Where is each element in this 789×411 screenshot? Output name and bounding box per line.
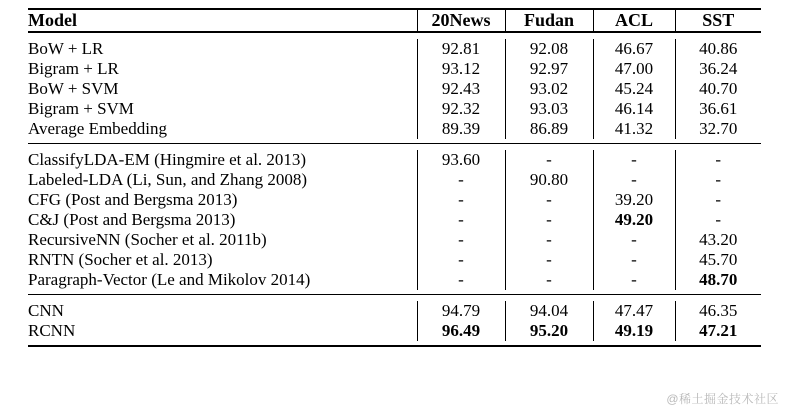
row-label: RNTN (Socher et al. 2013) [28,250,417,270]
table-row [28,210,761,230]
cell-fudan: - [505,150,593,170]
row-label: Labeled-LDA (Li, Sun, and Zhang 2008) [28,170,417,190]
cell-fudan: - [505,190,593,210]
cell-20news: 92.43 [417,79,505,99]
cell-fudan: 93.03 [505,99,593,119]
row-label: Average Embedding [28,119,417,139]
column-header-20news: 20News [417,9,505,31]
cell-acl: 46.67 [593,39,675,59]
row-label: C&J (Post and Bergsma 2013) [28,210,417,230]
cell-sst: - [715,210,722,229]
cell-sst: 48.70 [699,270,738,289]
row-label: ClassifyLDA-EM (Hingmire et al. 2013) [28,150,417,170]
table-row [28,39,761,59]
cell-acl: 49.20 [593,210,675,230]
table-row [28,301,761,321]
cell-sst: 36.24 [699,59,738,78]
cell-sst: 46.35 [699,301,738,320]
column-header-model: Model [28,9,417,31]
cell-acl: - [593,230,675,250]
column-header-fudan: Fudan [505,9,593,31]
cell-20news: - [417,190,505,210]
row-label: CNN [28,301,417,321]
cell-acl: 47.00 [593,59,675,79]
row-label: RCNN [28,321,417,341]
table-row [28,150,761,170]
cell-20news: - [417,230,505,250]
cell-fudan: - [505,230,593,250]
cell-20news: 94.79 [417,301,505,321]
table-row [28,119,761,139]
table-header-row [28,9,761,31]
cell-acl: 49.19 [593,321,675,341]
cell-20news: - [417,250,505,270]
cell-sst: - [715,150,722,169]
results-table [28,8,761,347]
table-row [28,79,761,99]
cell-sst: 47.21 [699,321,738,340]
cell-20news: 92.81 [417,39,505,59]
cell-fudan: 92.08 [505,39,593,59]
results-table-container [28,8,761,347]
row-label: Bigram + LR [28,59,417,79]
cell-20news: 96.49 [417,321,505,341]
cell-acl: 41.32 [593,119,675,139]
watermark: @稀土掘金技术社区 [666,392,779,406]
spacer [28,32,761,39]
cell-acl: 45.24 [593,79,675,99]
table-row [28,250,761,270]
cell-fudan: 95.20 [505,321,593,341]
table-row [28,190,761,210]
cell-sst: - [715,170,722,189]
table-row [28,170,761,190]
row-label: Bigram + SVM [28,99,417,119]
table-bottom-rule [28,345,761,346]
cell-sst: 43.20 [699,230,738,249]
cell-fudan: - [505,270,593,290]
cell-sst: - [715,190,722,209]
cell-fudan: 93.02 [505,79,593,99]
table-row [28,321,761,341]
cell-20news: - [417,270,505,290]
column-header-sst: SST [702,10,735,30]
cell-acl: - [593,150,675,170]
cell-20news: - [417,210,505,230]
cell-fudan: 86.89 [505,119,593,139]
cell-20news: 93.12 [417,59,505,79]
cell-acl: 39.20 [593,190,675,210]
row-label: Paragraph-Vector (Le and Mikolov 2014) [28,270,417,290]
cell-20news: - [417,170,505,190]
cell-sst: 32.70 [699,119,738,138]
cell-fudan: - [505,210,593,230]
cell-acl: 47.47 [593,301,675,321]
cell-acl: - [593,250,675,270]
cell-20news: 89.39 [417,119,505,139]
row-label: CFG (Post and Bergsma 2013) [28,190,417,210]
cell-acl: - [593,170,675,190]
table-row [28,59,761,79]
column-header-acl: ACL [593,9,675,31]
cell-sst: 40.70 [699,79,738,98]
cell-fudan: 90.80 [505,170,593,190]
cell-20news: 92.32 [417,99,505,119]
row-label: BoW + LR [28,39,417,59]
row-label: RecursiveNN (Socher et al. 2011b) [28,230,417,250]
cell-20news: 93.60 [417,150,505,170]
table-row [28,99,761,119]
row-label: BoW + SVM [28,79,417,99]
cell-fudan: 92.97 [505,59,593,79]
cell-sst: 36.61 [699,99,738,118]
cell-fudan: - [505,250,593,270]
cell-sst: 40.86 [699,39,738,58]
cell-fudan: 94.04 [505,301,593,321]
cell-sst: 45.70 [699,250,738,269]
table-row [28,270,761,290]
cell-acl: - [593,270,675,290]
table-row [28,230,761,250]
cell-acl: 46.14 [593,99,675,119]
